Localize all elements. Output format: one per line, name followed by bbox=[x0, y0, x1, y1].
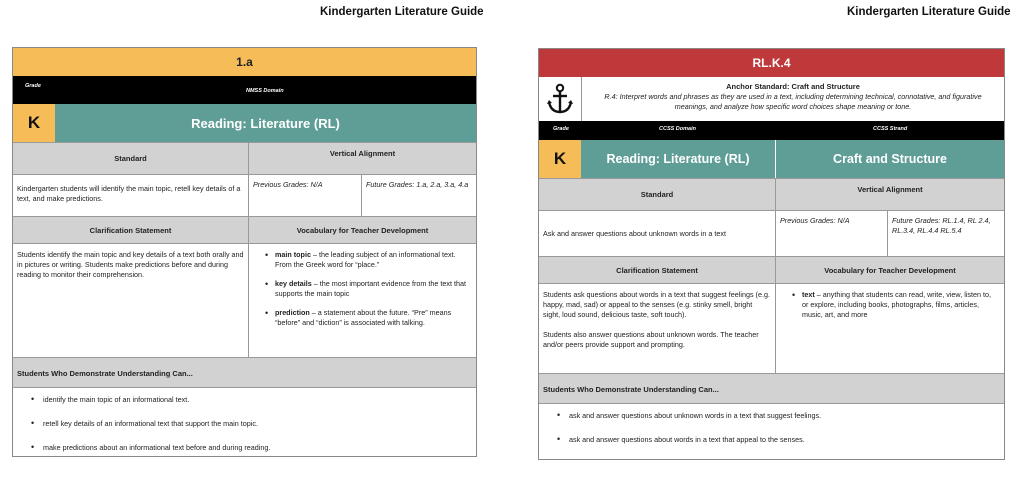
sdu-item: • ask and answer questions about words in a text that appeal to the senses. bbox=[551, 435, 992, 445]
right-standard-text: Ask and answer questions about unknown words in a text bbox=[539, 210, 775, 256]
left-previous-grades: Previous Grades: N/A bbox=[248, 174, 361, 216]
left-clarification-text: Students identify the main topic and key details of a text both orally and in pictures or writing. Students make predictions before and during reading to monitor their comprehension. bbox=[13, 243, 248, 357]
right-clarification-header: Clarification Statement bbox=[539, 256, 775, 283]
right-page-header: Kindergarten Literature Guide bbox=[847, 6, 1011, 18]
sdu-item: • identify the main topic of an informational text. bbox=[25, 395, 464, 405]
left-code-banner: 1.a bbox=[13, 48, 476, 76]
right-previous-grades: Previous Grades: N/A bbox=[775, 210, 887, 256]
right-sdu-header: Students Who Demonstrate Understanding Can... bbox=[539, 373, 1004, 403]
anchor-standard-row bbox=[539, 77, 1004, 121]
left-grade-label: Grade bbox=[25, 83, 41, 89]
left-vocabulary-header: Vocabulary for Teacher Development bbox=[248, 216, 476, 243]
left-domain-title: Reading: Literature (RL) bbox=[55, 104, 476, 142]
sdu-item: • make predictions about an informational text before and during reading. bbox=[25, 443, 464, 453]
right-domain-title: Reading: Literature (RL) bbox=[581, 140, 775, 178]
left-label-bar bbox=[13, 76, 476, 104]
clarification-paragraph-1: Students ask questions about words in a text that suggest feelings (e.g. happy, mad, sad) or appeal to the senses (e.g. stinky smell, bright sight, loud sound, delicious taste, soft touch). bbox=[543, 290, 770, 319]
left-vocabulary-list bbox=[248, 243, 476, 357]
vocab-term: prediction bbox=[275, 308, 310, 317]
left-standard-text: Kindergarten students will identify the main topic, retell key details of a text, and make predictions. bbox=[13, 174, 248, 216]
left-domain-label: NMSS Domain bbox=[246, 88, 284, 94]
left-sdu-header: Students Who Demonstrate Understanding Can... bbox=[13, 357, 476, 387]
vocab-definition: – a statement about the future. “Pre” means “before” and “diction” is associated with talking. bbox=[275, 308, 452, 327]
anchor-standard-text: R.4: Interpret words and phrases as they are used in a text, including determining technical, connotative, and figurative meanings, and analyze how specific word choices shape meaning or tone. bbox=[604, 92, 982, 111]
right-grade-box: K bbox=[539, 140, 581, 178]
right-vocabulary-header: Vocabulary for Teacher Development bbox=[775, 256, 1004, 283]
left-grade-box: K bbox=[13, 104, 55, 142]
sdu-item: • retell key details of an informational text that support the main topic. bbox=[25, 419, 464, 429]
left-standard-card bbox=[12, 47, 477, 457]
right-clarification-text bbox=[539, 283, 775, 373]
vocab-item bbox=[275, 279, 470, 299]
right-code-banner: RL.K.4 bbox=[539, 49, 1004, 77]
sdu-item: • ask and answer questions about unknown words in a text that suggest feelings. bbox=[551, 411, 992, 421]
anchor-icon bbox=[539, 77, 581, 121]
vocab-term: text bbox=[802, 290, 815, 299]
vocab-definition: – the most important evidence from the text that supports the main topic bbox=[275, 279, 466, 298]
left-clarification-header: Clarification Statement bbox=[13, 216, 248, 243]
right-domain-label: CCSS Domain bbox=[659, 126, 696, 132]
vocab-item bbox=[275, 308, 470, 328]
vocab-term: key details bbox=[275, 279, 312, 288]
left-sdu-list bbox=[13, 387, 476, 456]
right-sdu-list bbox=[539, 403, 1004, 459]
right-standard-card bbox=[538, 48, 1005, 460]
right-grade-label: Grade bbox=[553, 126, 569, 132]
left-future-grades: Future Grades: 1.a, 2.a, 3.a, 4.a bbox=[361, 174, 476, 216]
right-vertical-alignment-header: Vertical Alignment bbox=[775, 178, 1004, 210]
left-standard-header: Standard bbox=[13, 142, 248, 174]
left-page-header: Kindergarten Literature Guide bbox=[320, 6, 484, 18]
right-vocabulary-list bbox=[775, 283, 1004, 373]
right-future-grades: Future Grades: RL.1.4, RL 2.4, RL.3.4, RL.4.4 RL.5.4 bbox=[887, 210, 1004, 256]
anchor-standard-title: Anchor Standard: Craft and Structure bbox=[726, 82, 860, 91]
vocab-definition: – the leading subject of an informational text. From the Greek word for “place.” bbox=[275, 250, 456, 269]
anchor-standard-box bbox=[581, 77, 1004, 121]
vocab-item bbox=[802, 290, 998, 320]
clarification-paragraph-2: Students also answer questions about unknown words. The teacher and/or peers provide support and prompting. bbox=[543, 330, 759, 349]
vocab-definition: – anything that students can read, write, view, listen to, or explore, including books, photographs, films, articles, music, art, and more bbox=[802, 290, 991, 319]
left-vertical-alignment-header: Vertical Alignment bbox=[248, 142, 476, 174]
vocab-term: main topic bbox=[275, 250, 311, 259]
right-strand-title: Craft and Structure bbox=[775, 140, 1004, 178]
right-label-bar bbox=[539, 121, 1004, 140]
right-standard-header: Standard bbox=[539, 178, 775, 210]
vocab-item bbox=[275, 250, 470, 270]
right-strand-label: CCSS Strand bbox=[873, 126, 908, 132]
